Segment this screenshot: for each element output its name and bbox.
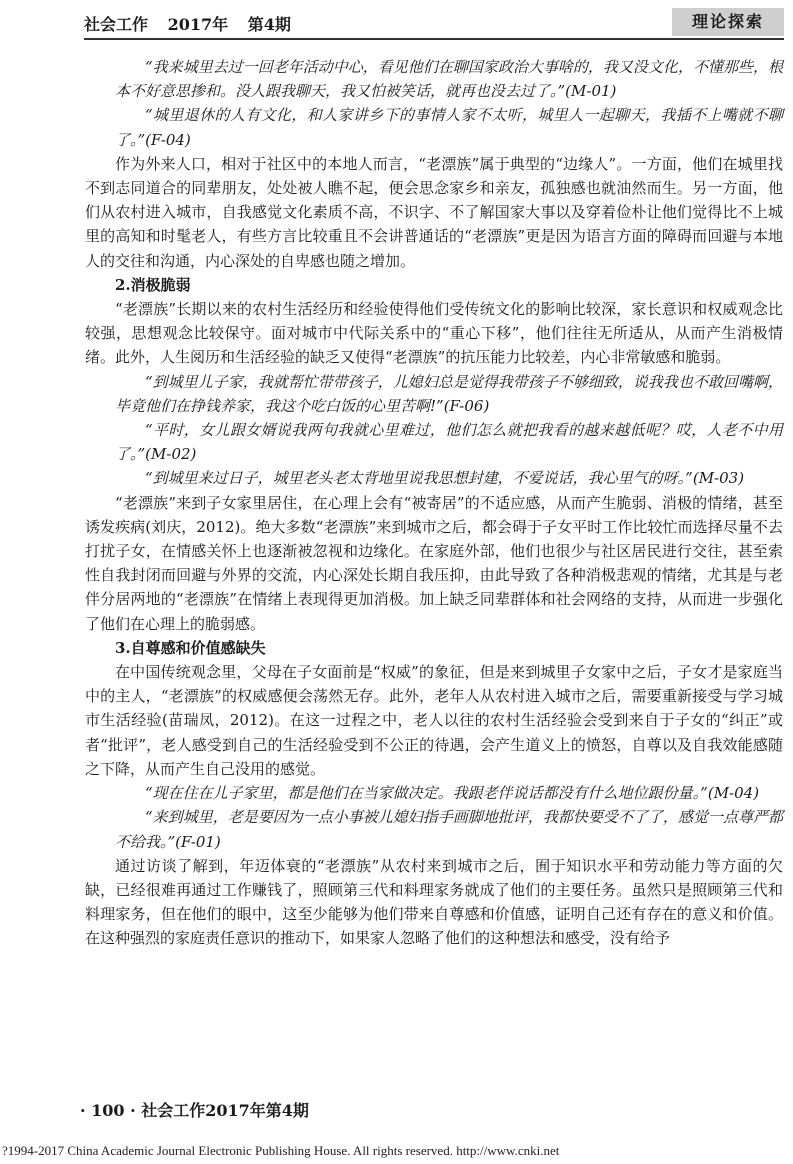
journal-year: 2017年	[167, 15, 229, 34]
interview-quote: “到城里来过日子，城里老头老太背地里说我思想封建，不爱说话，我心里气的呀。”(M-03)	[145, 469, 745, 488]
copyright-notice: ?1994-2017 China Academic Journal Electronic Publishing House. All rights reserved. http://www.cnki.net	[2, 1143, 560, 1158]
body-paragraph: 作为外来人口，相对于社区中的本地人而言，“老漂族”属于典型的“边缘人”。一方面，他们在城里找不到志同道合的同辈朋友，处处被人瞧不起，便会思念家乡和亲友，孤独感也就油然而生。另一方面，他们从农村进入城市，自我感觉文化素质不高，不识字、不了解国家大事以及穿着俭朴让他们觉得比不上城里的高知和时髦老人，有些方言比较重且不会讲普通话的“老漂族”更是因为语言方面的障碍而回避与本地人的交往和沟通，内心深处的自卑感也随之增加。	[85, 154, 783, 270]
body-paragraph: 通过访谈了解到，年迈体衰的“老漂族”从农村来到城市之后，囿于知识水平和劳动能力等方面的欠缺，已经很难再通过工作赚钱了，照顾第三代和料理家务就成了他们的主要任务。虽然只是照顾第三代和料理家务，但在他们的眼中，这至少能够为他们带来自尊感和价值感，证明自己还有存在的意义和价值。在这种强烈的家庭责任意识的推动下，如果家人忽略了他们的这种想法和感受，没有给予	[85, 856, 783, 948]
page-header	[84, 8, 784, 38]
interview-quote: “平时，女儿跟女婿说我两句我就心里难过，他们怎么就把我看的越来越低呢？哎，人老不中用了。”(M-02)	[115, 421, 783, 464]
footer-journal: 社会工作2017年第4期	[141, 1101, 309, 1120]
interview-quote: “来到城里，老是要因为一点小事被儿媳妇指手画脚地批评，我都快要受不了了，感觉一点尊严都不给我。”(F-01)	[115, 808, 783, 851]
body-paragraph: “老漂族”来到子女家里居住，在心理上会有“被寄居”的不适应感，从而产生脆弱、消极的情绪，甚至诱发疾病(刘庆，2012)。绝大多数“老漂族”来到城市之后，都会碍于子女平时工作比较忙而选择尽量不去打扰子女，在情感关怀上也逐渐被忽视和边缘化。在家庭外部，他们也很少与社区居民进行交往，甚至索性自我封闭而回避与外界的交流，内心深处长期自我压抑，由此导致了各种消极悲观的情绪，尤其是与老伴分居两地的“老漂族”在情绪上表现得更加消极。加上缺乏同辈群体和社会网络的支持，从而进一步强化了他们在心理上的脆弱感。	[85, 493, 783, 633]
interview-quote: “现在住在儿子家里，都是他们在当家做决定。我跟老伴说话都没有什么地位跟份量。”(M-04)	[145, 784, 760, 803]
article-body	[85, 55, 783, 951]
subsection-heading: 2.消极脆弱	[115, 275, 191, 294]
interview-quote: “我来城里去过一回老年活动中心，看见他们在聊国家政治大事啥的，我又没文化，不懂那些，根本不好意思掺和。没人跟我聊天，我又怕被笑话，就再也没去过了。”(M-01)	[115, 58, 783, 101]
body-paragraph: 在中国传统观念里，父母在子女面前是“权威”的象征，但是来到城里子女家中之后，子女才是家庭当中的主人，“老漂族”的权威感便会荡然无存。此外，老年人从农村进入城市之后，需要重新接受与学习城市生活经验(苗瑞凤，2012)。在这一过程之中，老人以往的农村生活经验会受到来自于子女的“纠正”或者“批评”，老人感受到自己的生活经验受到不公正的待遇，会产生道义上的愤怒，自尊以及自我效能感随之下降，从而产生自己没用的感觉。	[85, 663, 783, 778]
interview-quote: “到城里儿子家，我就帮忙带带孩子，儿媳妇总是觉得我带孩子不够细致，说我我也不敢回嘴啊，毕竟他们在挣钱养家，我这个吃白饭的心里苦啊!”(F-06)	[115, 372, 783, 415]
section-label: 理论探索	[672, 8, 784, 36]
page-number: · 100 ·	[80, 1101, 136, 1120]
interview-quote: “城里退休的人有文化，和人家讲乡下的事情人家不太听，城里人一起聊天，我插不上嘴就不聊了。”(F-04)	[115, 106, 783, 149]
body-paragraph: “老漂族”长期以来的农村生活经历和经验使得他们受传统文化的影响比较深，家长意识和权威观念比较强，思想观念比较保守。面对城市中代际关系中的“重心下移”，他们往往无所适从，从而产生消极情绪。此外，人生阅历和生活经验的缺乏又使得“老漂族”的抗压能力比较差，内心非常敏感和脆弱。	[85, 300, 783, 367]
subsection-heading: 3.自尊感和价值感缺失	[115, 638, 266, 657]
journal-name: 社会工作	[84, 15, 149, 34]
page-footer	[80, 1098, 309, 1121]
journal-issue: 第4期	[247, 15, 291, 34]
journal-title	[84, 12, 305, 35]
header-divider	[84, 38, 784, 40]
